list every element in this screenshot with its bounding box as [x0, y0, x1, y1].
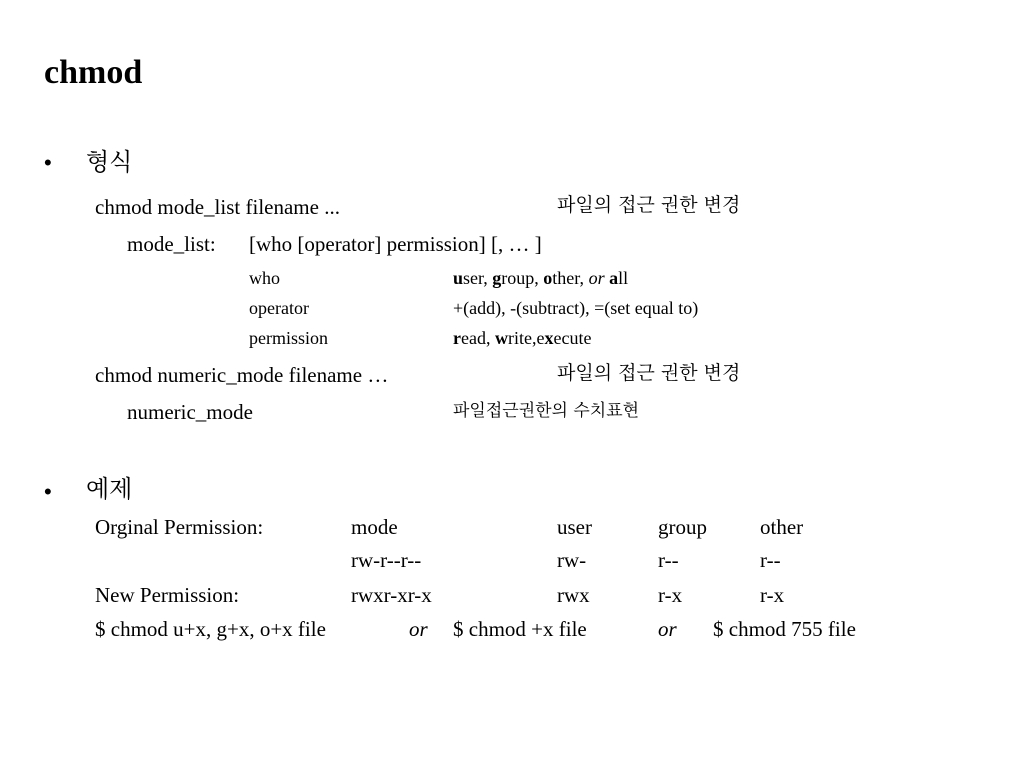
detail-term-operator: operator [249, 298, 309, 318]
new-mode-value: rwxr-xr-x [351, 583, 432, 607]
new-group-value: r-x [658, 583, 683, 607]
command-example-1: $ chmod u+x, g+x, o+x file [95, 617, 326, 641]
mode-list-value: [who [operator] permission] [, … ] [249, 232, 542, 256]
new-user-value: rwx [557, 583, 590, 607]
syntax-numeric-desc: 파일의 접근 권한 변경 [557, 362, 741, 384]
detail-desc-operator: +(add), -(subtract), =(set equal to) [453, 298, 699, 318]
original-mode-value: rw-r--r-- [351, 548, 422, 572]
detail-desc-permission: read, write,execute [453, 328, 592, 348]
section-heading-format: 형식 [86, 148, 133, 176]
bullet-dot: • [44, 150, 52, 175]
syntax-numeric-command: chmod numeric_mode filename … [95, 363, 389, 387]
or-separator-1: or [409, 617, 428, 641]
numeric-mode-desc: 파일접근권한의 수치표현 [453, 401, 640, 421]
page-title: chmod [44, 54, 143, 91]
original-group-value: r-- [658, 548, 679, 572]
detail-desc-who: user, group, other, or all [453, 268, 629, 288]
command-example-2: $ chmod +x file [453, 617, 587, 641]
or-separator-2: or [658, 617, 677, 641]
detail-term-permission: permission [249, 328, 328, 348]
original-permission-label: Orginal Permission: [95, 515, 264, 539]
column-other: other [760, 515, 804, 539]
section-heading-example: 예제 [86, 475, 133, 503]
original-user-value: rw- [557, 548, 587, 572]
column-group: group [658, 515, 707, 539]
syntax-mode-list-desc: 파일의 접근 권한 변경 [557, 194, 741, 216]
original-other-value: r-- [760, 548, 781, 572]
column-user: user [557, 515, 592, 539]
new-other-value: r-x [760, 583, 785, 607]
mode-list-label: mode_list: [127, 232, 216, 256]
new-permission-label: New Permission: [95, 583, 240, 607]
detail-term-who: who [249, 268, 280, 288]
syntax-mode-list-command: chmod mode_list filename ... [95, 195, 340, 219]
command-example-3: $ chmod 755 file [713, 617, 856, 641]
column-mode: mode [351, 515, 398, 539]
numeric-mode-label: numeric_mode [127, 400, 253, 424]
bullet-dot: • [44, 479, 52, 504]
